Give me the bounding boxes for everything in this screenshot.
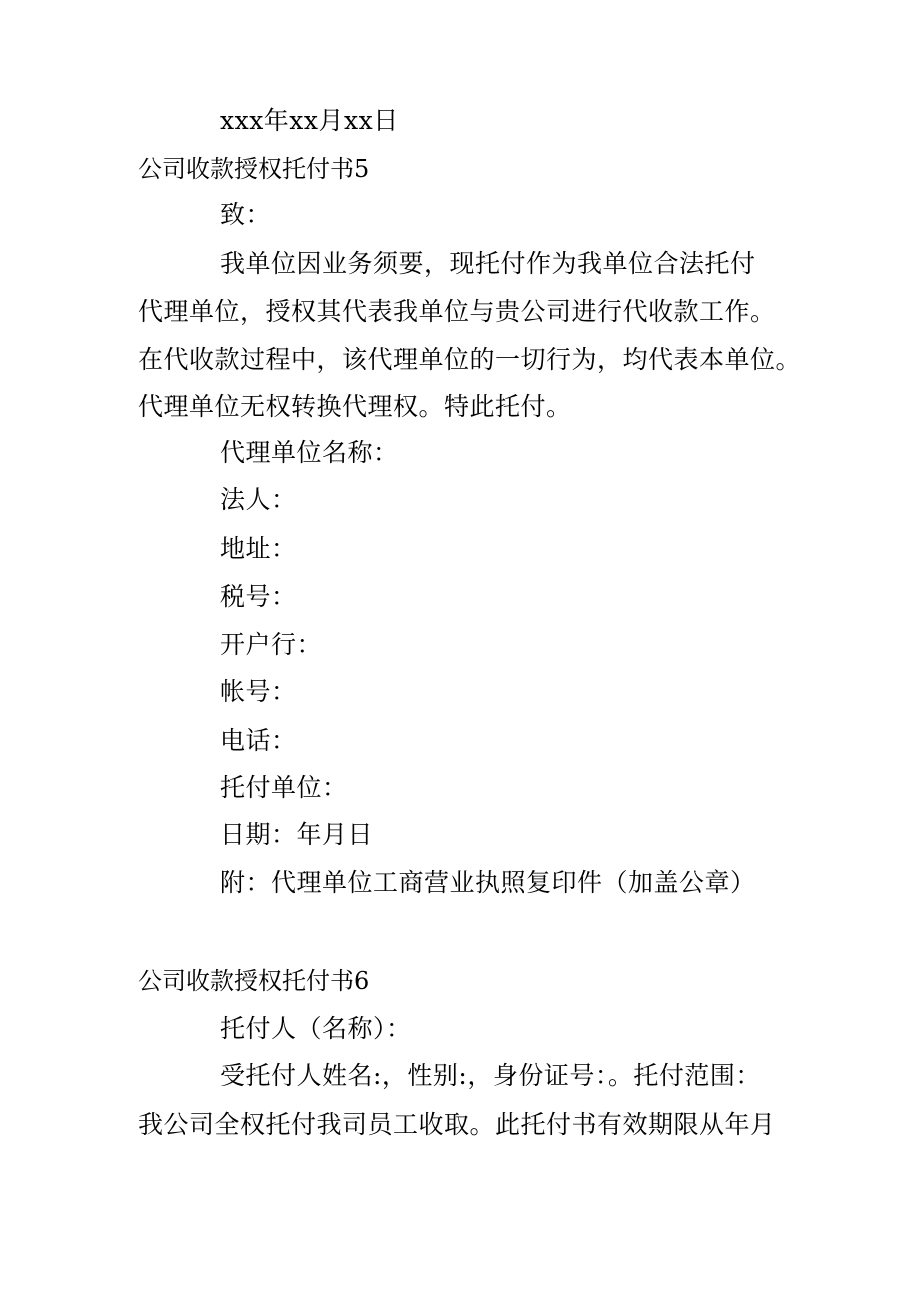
section5-title: 公司收款授权托付书5 [138, 155, 370, 183]
field-account-number: 帐号： [220, 677, 297, 706]
section6-principal-line: 托付人（名称）： [220, 1014, 412, 1043]
field-phone: 电话： [220, 726, 297, 755]
field-tax-number: 税号： [220, 582, 297, 611]
date-line: xxx年xx月xx日 [220, 106, 399, 135]
field-agent-name: 代理单位名称： [220, 438, 399, 467]
field-legal-person: 法人： [220, 485, 297, 514]
field-principal-unit: 托付单位： [220, 773, 348, 802]
field-attachment: 附：代理单位工商营业执照复印件（加盖公章） [220, 868, 756, 897]
section5-paragraph-line-3: 在代收款过程中，该代理单位的一切行为，均代表本单位。 [138, 345, 802, 374]
section5-paragraph-line-4: 代理单位无权转换代理权。特此托付。 [138, 392, 572, 421]
field-date: 日期：年月日 [220, 820, 374, 849]
section5-paragraph-line-2: 代理单位，授权其代表我单位与贵公司进行代收款工作。 [138, 297, 776, 326]
field-address: 地址： [220, 534, 297, 563]
field-bank: 开户行： [220, 630, 323, 659]
section5-paragraph-line-1: 我单位因业务须要，现托付作为我单位合法托付 [220, 249, 756, 278]
section6-title: 公司收款授权托付书6 [138, 967, 370, 995]
section5-salutation: 致： [220, 200, 272, 229]
section6-paragraph-line-1: 受托付人姓名:，性别:，身份证号：。托付范围： [220, 1061, 761, 1090]
section6-paragraph-line-2: 我公司全权托付我司员工收取。此托付书有效期限从年月 [138, 1110, 776, 1139]
